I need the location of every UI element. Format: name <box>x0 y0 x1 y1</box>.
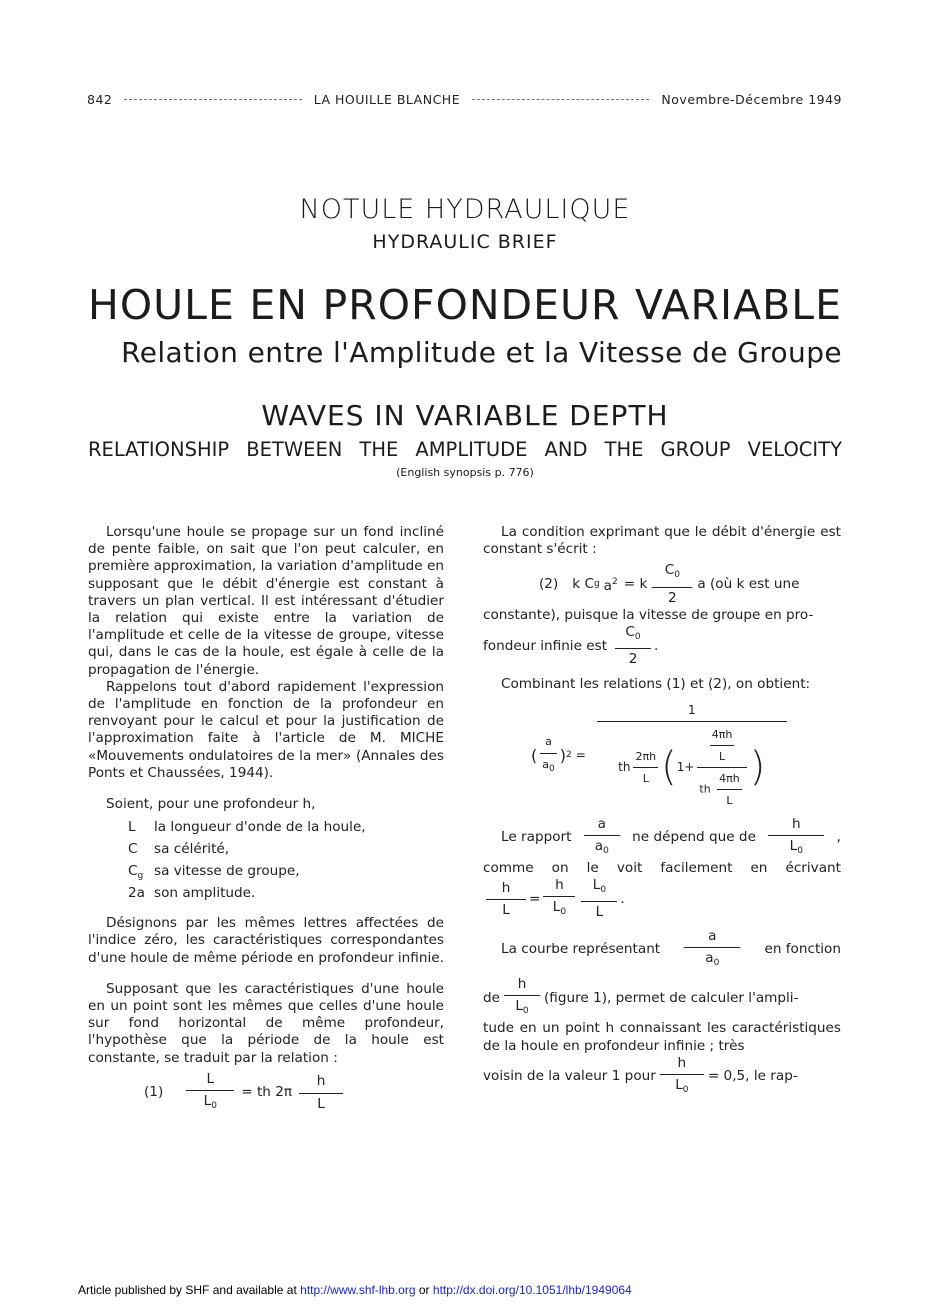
line: fondeur infinie est $\frac{C_0}{2}$ . <box>483 624 659 668</box>
list-item: $C_g$ sa vitesse de groupe, <box>128 863 300 882</box>
paragraph: Combinant les relations (1) et (2), on obtient: <box>501 676 811 693</box>
paragraph: tude en un point h connaissant les caractéristiques de la houle en profondeur infinie ; très <box>483 1020 841 1054</box>
line: voisin de la valeur 1 pour $\frac{h}{L_0}$ = 0,5, le rap- <box>483 1054 798 1096</box>
line: $\frac{h}{L}$ = $\frac{h}{L_0}$ $\frac{L_0}{L}$ . <box>483 877 841 921</box>
series-title-fr: NOTULE HYDRAULIQUE <box>299 194 631 225</box>
paragraph: Désignons par les mêmes lettres affectées de l'indice zéro, les caractéristiques correspondantes d'une houle de même période en profondeur infinie. <box>88 915 444 966</box>
running-header <box>87 92 842 107</box>
header-rule <box>472 99 649 100</box>
paragraph: Lorsqu'une houle se propage sur un fond incliné de pente faible, on sait que l'on peut calculer, en première approximation, la variation d'amplitude en supposant que le débit d'énergie est constant à travers un plan vertical. Il est intéressant d'étudier la relation qui existe entre la variation de l'amplitude et celle de la vitesse de groupe, vitesse qui, dans le cas de la houle, est égale à celle de la propagation de l'énergie. <box>88 524 444 678</box>
series-title-en: HYDRAULIC BRIEF <box>372 231 558 253</box>
main-title-fr: HOULE EN PROFONDEUR VARIABLE <box>88 281 842 329</box>
paragraph: constante), puisque la vitesse de groupe en pro- <box>483 606 814 623</box>
main-title-en: WAVES IN VARIABLE DEPTH <box>261 399 669 432</box>
page-number: 842 <box>87 92 113 107</box>
doi-link[interactable]: http://dx.doi.org/10.1051/lhb/1949064 <box>432 1283 632 1297</box>
subtitle-en: RELATIONSHIP BETWEEN THE AMPLITUDE AND THE GROUP VELOCITY <box>88 438 842 461</box>
symbol-list <box>128 819 444 907</box>
equation-3: ( $\frac{a}{a_0}$ ) 2 = 1 th $\frac{2\pi h}{L}$ ( 1+ $\frac{4\pi h}{L}$ th $\frac{4\pi h}{L}$ ) <box>531 702 841 810</box>
equation-1: (1) $\frac{L}{L_0}$ = th 2π $\frac{h}{L}$ <box>144 1071 444 1115</box>
line: La courbe représentant $\frac{a}{a_0}$ en fonction <box>501 927 841 968</box>
paragraph: Rappelons tout d'abord rapidement l'expression de l'amplitude en fonction de la profondeur en renvoyant pour le calcul et pour la justification de l'approximation faite à l'article de M. MICHE «Mouvements ondulatoires de la mer» (Annales des Ponts et Chaussées, 1944). <box>88 678 444 781</box>
paragraph: Soient, pour une profondeur h, <box>106 796 316 813</box>
list-item: 2a son amplitude. <box>128 885 256 902</box>
paragraph: Supposant que les caractéristiques d'une houle en un point sont les mêmes que celles d'une houle sur fond horizontal de même profondeur, l'hypothèse que la période de la houle est constante, se traduit par la relation : <box>88 980 444 1066</box>
issue-date: Novembre-Décembre 1949 <box>661 92 843 107</box>
subtitle-fr: Relation entre l'Amplitude et la Vitesse de Groupe <box>121 336 842 369</box>
paragraph: La condition exprimant que le débit d'énergie est constant s'écrit : <box>483 524 841 558</box>
line: de $\frac{h}{L_0}$ (figure 1), permet de calculer l'ampli- <box>483 976 799 1017</box>
paragraph: comme on le voit facilement en écrivant <box>483 860 841 877</box>
right-column <box>483 524 841 1099</box>
english-synopsis-note: (English synopsis p. 776) <box>396 466 534 479</box>
list-item: C sa célérité, <box>128 841 230 858</box>
line: Le rapport $\frac{a}{a_0}$ ne dépend que de $\frac{h}{L_0}$ , <box>501 815 841 856</box>
header-rule <box>124 99 301 100</box>
publication-footer: Article published by SHF and available at http://www.shf-lhb.org or http://dx.doi.org/10.1051/lhb/1949064 <box>78 1283 632 1297</box>
shf-link[interactable]: http://www.shf-lhb.org <box>300 1283 416 1297</box>
equation-2: (2) k C g $a^2$ = k $\frac{C_0}{2}$ a (où k est une <box>539 562 800 606</box>
journal-name: LA HOUILLE BLANCHE <box>313 92 461 107</box>
list-item: L la longueur d'onde de la houle, <box>128 819 366 836</box>
left-column <box>88 524 444 1115</box>
